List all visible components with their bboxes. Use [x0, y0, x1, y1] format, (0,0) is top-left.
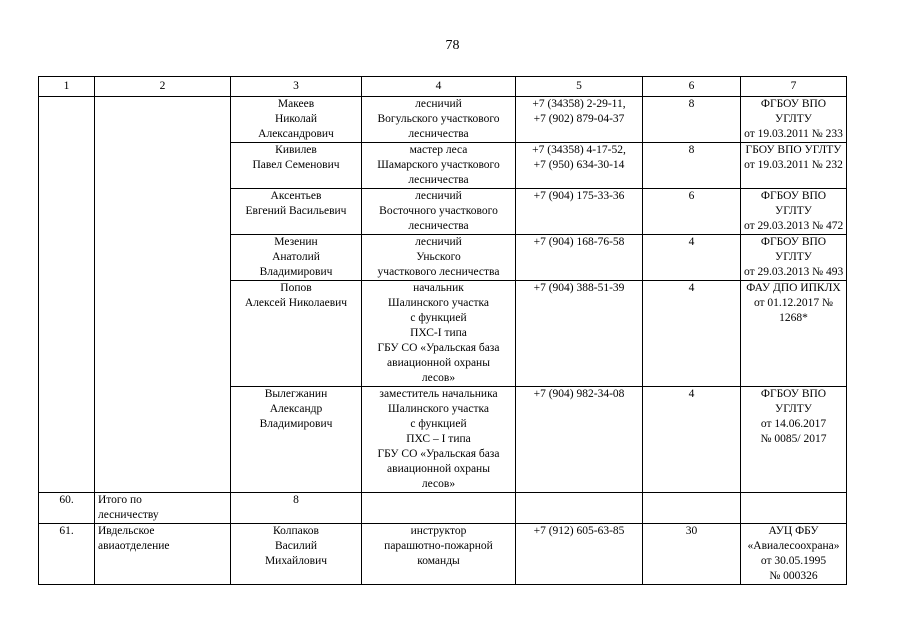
experience-cell [643, 189, 741, 235]
department-cell-line: Итого по [98, 494, 142, 506]
phone-cell-line: +7 (950) 634-30-14 [533, 159, 625, 171]
name-cell-line: Владимирович [259, 266, 333, 278]
position-cell-line: участкового лесничества [377, 266, 500, 278]
department-cell-line: авиаотделение [98, 540, 170, 552]
position-cell-line: команды [417, 555, 460, 567]
position-cell-line: ГБУ СО «Уральская база [377, 342, 500, 354]
education-cell-line: ФГБОУ ВПО [760, 190, 827, 202]
position-cell-line: лесов» [421, 478, 456, 490]
name-cell-line: Анатолий [272, 251, 320, 263]
experience-cell-line: 6 [688, 190, 695, 202]
number-cell-line: 61. [59, 525, 74, 537]
number-cell [39, 97, 95, 493]
phone-cell-line: +7 (904) 175-33-36 [533, 190, 625, 202]
name-cell [231, 387, 362, 493]
header-cell-1-line: 1 [63, 80, 70, 92]
name-cell [231, 235, 362, 281]
table-row [39, 524, 847, 585]
phone-cell [516, 281, 643, 387]
experience-cell [643, 493, 741, 524]
position-cell-line: авиационной охраны [387, 463, 490, 475]
department-cell [95, 493, 231, 524]
phone-cell [516, 143, 643, 189]
position-cell-line: лесничества [408, 220, 469, 232]
position-cell-line: лесничества [408, 128, 469, 140]
header-cell-2-line: 2 [159, 80, 166, 92]
education-cell-line: от 29.03.2013 № 472 [744, 220, 844, 232]
phone-cell-line: +7 (904) 982-34-08 [533, 388, 625, 400]
position-cell-line: ПХС-I типа [410, 327, 467, 339]
department-cell-line: Ивдельское [98, 525, 155, 537]
phone-cell-line: +7 (904) 388-51-39 [533, 282, 625, 294]
name-cell-line: Мезенин [274, 236, 318, 248]
staff-table [38, 76, 847, 585]
position-cell-line: с функцией [410, 312, 467, 324]
position-cell [362, 524, 516, 585]
education-cell-line: ФГБОУ ВПО [760, 98, 827, 110]
experience-cell-line: 8 [688, 98, 695, 110]
number-cell-line: 60. [59, 494, 74, 506]
education-cell [741, 524, 847, 585]
position-cell-line: лесничий [415, 190, 462, 202]
education-cell-line: № 000326 [769, 570, 818, 582]
position-cell-line: авиационной охраны [387, 357, 490, 369]
name-cell-line: Кивилев [275, 144, 317, 156]
position-cell-line: лесничий [415, 236, 462, 248]
education-cell-line: ФГБОУ ВПО [760, 388, 827, 400]
phone-cell-line: +7 (912) 605-63-85 [533, 525, 625, 537]
header-cell-1 [39, 77, 95, 97]
education-cell-line: № 0085/ 2017 [760, 433, 827, 445]
count-cell-line: 8 [293, 494, 299, 506]
education-cell-line: УГЛТУ [775, 205, 812, 217]
header-cell-3 [231, 77, 362, 97]
name-cell [231, 143, 362, 189]
phone-cell [516, 235, 643, 281]
position-cell-line: с функцией [410, 418, 467, 430]
number-cell [39, 493, 95, 524]
position-cell-line: ПХС – I типа [406, 433, 471, 445]
total-row [39, 493, 847, 524]
experience-cell [643, 387, 741, 493]
number-cell [39, 524, 95, 585]
education-cell-line: от 30.05.1995 [760, 555, 827, 567]
header-cell-7 [741, 77, 847, 97]
name-cell-line: Василий [274, 540, 318, 552]
header-cell-4 [362, 77, 516, 97]
department-cell [95, 524, 231, 585]
education-cell-line: ФАУ ДПО ИПКЛХ [746, 282, 841, 294]
education-cell-line: «Авиалесоохрана» [747, 540, 840, 552]
page-number: 78 [445, 38, 460, 53]
experience-cell-line: 4 [688, 282, 695, 294]
position-cell-line: Шалинского участка [387, 297, 490, 309]
phone-cell [516, 189, 643, 235]
phone-cell [516, 493, 643, 524]
position-cell [362, 189, 516, 235]
department-cell-line: лесничеству [98, 509, 159, 521]
education-cell [741, 235, 847, 281]
education-cell-line: от 19.03.2011 № 232 [744, 159, 843, 171]
experience-cell [643, 235, 741, 281]
header-cell-3-line: 3 [293, 80, 299, 92]
phone-cell-line: +7 (34358) 4-17-52, [532, 144, 626, 156]
name-cell-line: Михайлович [264, 555, 328, 567]
position-cell-line: заместитель начальника [379, 388, 498, 400]
experience-cell-line: 4 [688, 388, 695, 400]
experience-cell [643, 97, 741, 143]
phone-cell-line: +7 (34358) 2-29-11, [532, 98, 626, 110]
education-cell [741, 189, 847, 235]
header-cell-2 [95, 77, 231, 97]
position-cell-line: лесов» [421, 372, 456, 384]
header-cell-5-line: 5 [576, 80, 582, 92]
name-cell-line: Владимирович [259, 418, 333, 430]
position-cell-line: ГБУ СО «Уральская база [377, 448, 500, 460]
position-cell-line: парашютно-пожарной [384, 540, 493, 552]
header-cell-5 [516, 77, 643, 97]
header-cell-6-line: 6 [688, 80, 695, 92]
education-cell-line: УГЛТУ [775, 113, 812, 125]
name-cell [231, 97, 362, 143]
position-cell-line: Восточного участкового [379, 205, 498, 217]
position-cell [362, 143, 516, 189]
education-cell-line: 1268* [779, 312, 808, 324]
education-cell [741, 387, 847, 493]
position-cell [362, 281, 516, 387]
header-cell-4-line: 4 [435, 80, 442, 92]
education-cell-line: ГБОУ ВПО УГЛТУ [745, 144, 842, 156]
name-cell-line: Евгений Васильевич [245, 205, 347, 217]
education-cell [741, 281, 847, 387]
education-cell-line: от 14.06.2017 [760, 418, 827, 430]
education-cell [741, 493, 847, 524]
position-cell-line: Вогульского участкового [377, 113, 500, 125]
position-cell-line: мастер леса [409, 144, 468, 156]
name-cell-line: Попов [280, 282, 312, 294]
education-cell-line: от 29.03.2013 № 493 [744, 266, 844, 278]
name-cell-line: Макеев [277, 98, 315, 110]
position-cell-line: лесничий [415, 98, 462, 110]
position-cell-line: Шамарского участкового [377, 159, 500, 171]
name-cell-line: Николай [274, 113, 318, 125]
name-cell-line: Алексей Николаевич [244, 297, 348, 309]
name-cell [231, 281, 362, 387]
table-row [39, 97, 847, 143]
position-cell-line: лесничества [408, 174, 469, 186]
name-cell-line: Аксентьев [270, 190, 322, 202]
name-cell-line: Вылегжанин [264, 388, 328, 400]
name-cell [231, 524, 362, 585]
experience-cell-line: 30 [685, 525, 698, 537]
name-cell-line: Александр [269, 403, 323, 415]
education-cell-line: от 19.03.2011 № 233 [744, 128, 843, 140]
education-cell-line: от 01.12.2017 № [753, 297, 834, 309]
header-cell-6 [643, 77, 741, 97]
experience-cell-line: 4 [688, 236, 695, 248]
experience-cell [643, 281, 741, 387]
name-cell-line: Александрович [258, 128, 334, 140]
header-cell-7-line: 7 [790, 80, 797, 92]
phone-cell [516, 97, 643, 143]
name-cell-line: Павел Семенович [252, 159, 340, 171]
education-cell-line: ФГБОУ ВПО [760, 236, 827, 248]
experience-cell [643, 524, 741, 585]
position-cell-line: Уньского [416, 251, 461, 263]
name-cell-line: Колпаков [273, 525, 319, 537]
name-cell [231, 189, 362, 235]
position-cell-line: начальник [413, 282, 464, 294]
education-cell-line: УГЛТУ [775, 251, 812, 263]
phone-cell-line: +7 (902) 879-04-37 [533, 113, 625, 125]
phone-cell [516, 524, 643, 585]
header-row [39, 77, 847, 97]
phone-cell [516, 387, 643, 493]
position-cell [362, 493, 516, 524]
education-cell [741, 97, 847, 143]
education-cell-line: АУЦ ФБУ [768, 525, 819, 537]
position-cell [362, 387, 516, 493]
education-cell [741, 143, 847, 189]
position-cell-line: инструктор [410, 525, 467, 537]
education-cell-line: УГЛТУ [775, 403, 812, 415]
count-cell [231, 493, 362, 524]
department-cell [95, 97, 231, 493]
experience-cell [643, 143, 741, 189]
phone-cell-line: +7 (904) 168-76-58 [533, 236, 625, 248]
experience-cell-line: 8 [688, 144, 695, 156]
position-cell-line: Шалинского участка [387, 403, 490, 415]
position-cell [362, 235, 516, 281]
position-cell [362, 97, 516, 143]
